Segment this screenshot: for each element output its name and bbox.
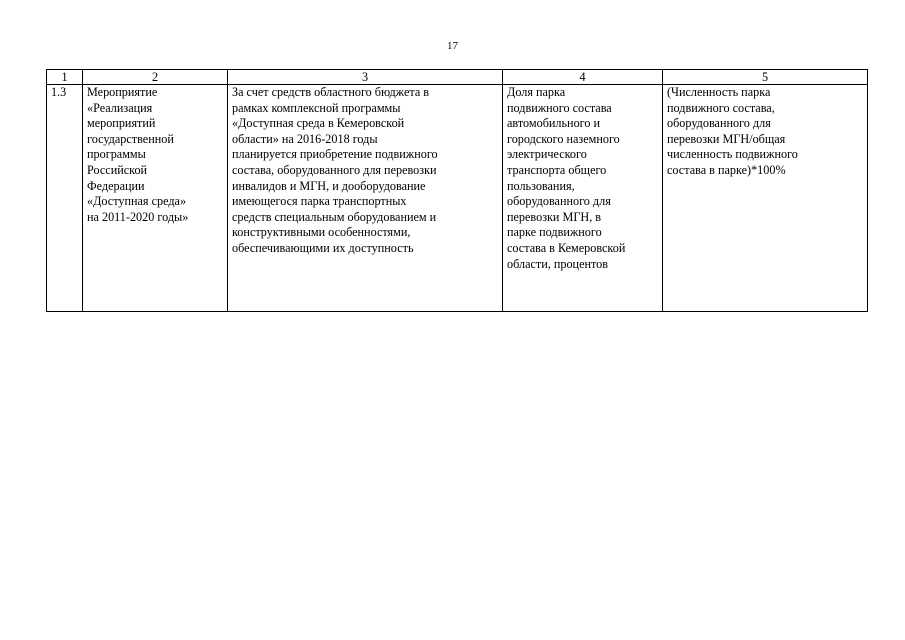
event-description: За счет средств областного бюджета в рамках комплексной программы «Доступная среда в Кемеровской области» на 2016-2018 годы планируется приобретение подвижного состава, оборудованного для перевозки инвалидов и МГН, и дооборудование имеющегося парка транспортных средств специальным оборудованием и конструктивными особенностями, обеспечивающими их доступность bbox=[232, 85, 438, 255]
indicator-cell bbox=[503, 85, 663, 312]
table-header-row bbox=[47, 70, 868, 85]
indicator-formula: (Численность парка подвижного состава, оборудованного для перевозки МГН/общая численность подвижного состава в парке)*100% bbox=[667, 85, 798, 177]
column-header-5: 5 bbox=[663, 70, 868, 85]
formula-cell bbox=[663, 85, 868, 312]
measures-table bbox=[46, 69, 868, 312]
row-number: 1.3 bbox=[51, 85, 67, 99]
column-header-3: 3 bbox=[228, 70, 503, 85]
event-name: Мероприятие «Реализация мероприятий государственной программы Российской Федерации «Доступная среда» на 2011-2020 годы» bbox=[87, 85, 189, 224]
row-number-cell bbox=[47, 85, 83, 312]
column-header-2: 2 bbox=[83, 70, 228, 85]
description-cell bbox=[228, 85, 503, 312]
event-cell bbox=[83, 85, 228, 312]
indicator-name: Доля парка подвижного состава автомобильного и городского наземного электрического транспорта общего пользования, оборудованного для перевозки МГН, в парке подвижного состава в Кемеровской области, процентов bbox=[507, 85, 626, 271]
page-number: 17 bbox=[447, 40, 458, 52]
column-header-1: 1 bbox=[47, 70, 83, 85]
table-row bbox=[47, 85, 868, 312]
column-header-4: 4 bbox=[503, 70, 663, 85]
